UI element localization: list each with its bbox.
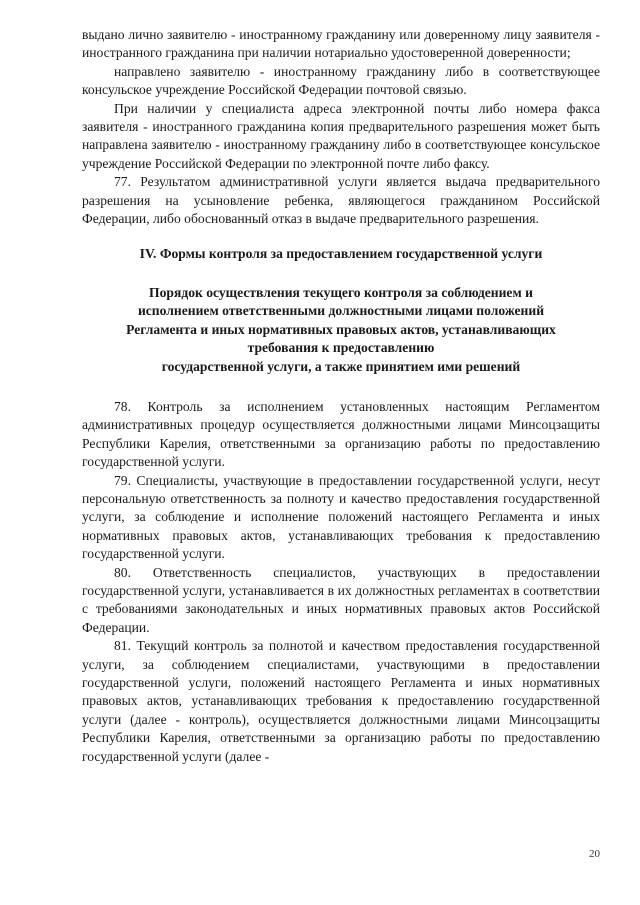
sub-heading: [82, 284, 600, 376]
document-page: [82, 26, 600, 766]
paragraph-80: 80. Ответственность специалистов, участвующих в предоставлении государственной услуги, устанавливается в их должностных регламентах в соответствии с требованиями законодательных и иных нормативных правовых актов Российской Федерации.: [82, 564, 600, 635]
paragraph-77: 77. Результатом административной услуги является выдача предварительного разрешения на усыновление ребенка, являющегося гражданином Российской Федерации, либо обоснованный отказ в выдаче предварительного разрешения.: [82, 174, 600, 227]
paragraph-81: 81. Текущий контроль за полнотой и качеством предоставления государственной услуги, за соблюдением специалистами, участвующими в предоставлении государственной услуги, положений настоящего Регламента и иных нормативных правовых актов, устанавливающих требования к предоставлению государственной услуги (далее - контроль), осуществляется должностными лицами Минсоцзащиты Республики Карелия, ответственными за организацию работы по предоставлению государственной услуги (далее -: [82, 638, 600, 764]
paragraph-issued-in-person: выдано лично заявителю - иностранному гражданину или доверенному лицу заявителя - иностранного гражданина при наличии нотариально удостоверенной доверенности;: [82, 27, 600, 61]
sub-heading-line: Регламента и иных нормативных правовых актов, устанавливающих: [126, 321, 556, 337]
page-number: 20: [589, 848, 600, 860]
section-heading: IV. Формы контроля за предоставлением государственной услуги: [139, 246, 543, 262]
sub-heading-line: государственной услуги, а также принятием ими решений: [161, 358, 521, 374]
sub-heading-line: Порядок осуществления текущего контроля за соблюдением и: [149, 284, 533, 300]
paragraph-sent-by-post: направлено заявителю - иностранному гражданину либо в соответствующее консульское учреждение Российской Федерации почтовой связью.: [82, 63, 600, 98]
paragraph-79: 79. Специалисты, участвующие в предоставлении государственной услуги, несут персональную ответственность за полноту и качество предоставления государственной услуги, за соблюдение и исполнение положений настоящего Регламента и иных нормативных правовых актов, устанавливающих требования к предоставлению государственной услуги.: [82, 472, 600, 562]
sub-heading-line: исполнением ответственными должностными лицами положений: [137, 303, 545, 319]
sub-heading-line: требования к предоставлению: [247, 340, 435, 356]
paragraph-78: 78. Контроль за исполнением установленных настоящим Регламентом административных процедур осуществляется должностными лицами Минсоцзащиты Республики Карелия, ответственными за организацию работы по предоставлению государственной услуги.: [82, 398, 600, 470]
paragraph-email-fax: При наличии у специалиста адреса электронной почты либо номера факса заявителя - иностранного гражданина копия предварительного разрешения может быть направлена заявителю - иностранному гражданину либо в соответствующее консульское учреждение Российской Федерации по электронной почте либо факсу.: [82, 100, 600, 171]
